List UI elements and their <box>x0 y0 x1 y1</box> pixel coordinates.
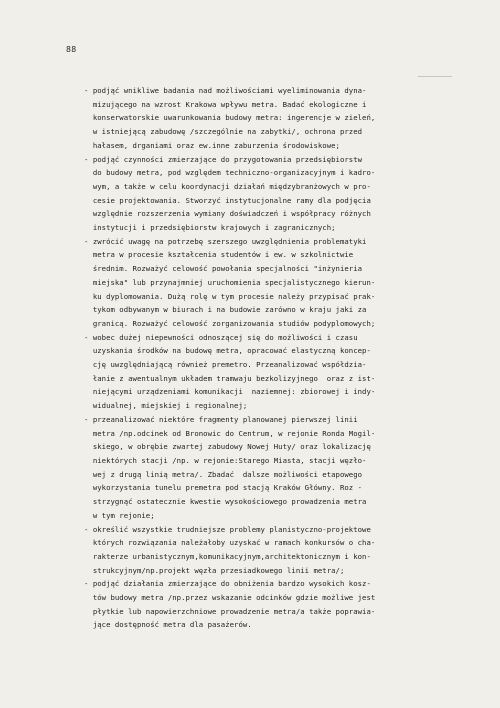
text-line: średnim. Rozważyć celowość powołania specjalności "inżynieria <box>84 264 363 274</box>
text-line: cję uwzględniającą również premetro. Przeanalizować współdzia- <box>84 360 367 370</box>
text-line: metra /np.odcinek od Bronowic do Centrum, w rejonie Ronda Mogil- <box>84 428 376 438</box>
text-line: do budowy metra, pod względem techniczno-organizacyjnym i kadro- <box>84 168 376 178</box>
text-line: wym, a także w celu koordynacji działań międzybranżowych w pro- <box>84 181 371 191</box>
text-line: hałasem, drganiami oraz ew.inne zaburzenia środowiskowe; <box>84 140 340 150</box>
text-line: - podjąć czynności zmierzające do przygotowania przedsiębiorstw <box>84 154 363 164</box>
text-line: rakterze urbanistycznym,komunikacyjnym,architektonicznym i kon- <box>84 551 371 561</box>
text-line: w istniejącą zabudowę /szczególnie na zabytki/, ochrona przed <box>84 127 363 137</box>
page-number: 88 <box>66 44 77 54</box>
text-line: wykorzystania tunelu premetra pod stacją Kraków Główny. Roz - <box>84 483 363 493</box>
list-item <box>84 577 474 632</box>
text-line: skiego, w obrębie zwartej zabudowy Nowej Huty/ oraz lokalizację <box>84 442 371 452</box>
text-line: tykom odbywanym w biurach i na budowie zarówno w kraju jaki za <box>84 305 367 315</box>
text-line: wej z drugą linią metra/. Zbadać dalsze możliwości etapowego <box>84 469 363 479</box>
text-line: instytucji i przedsiębiorstw krajowych i zagranicznych; <box>84 223 336 233</box>
text-line: mizującego na wzrost Krakowa wpływu metra. Badać ekologiczne i <box>84 99 367 109</box>
text-line: konserwatorskie uwarunkowania budowy metra: ingerencje w zieleń, <box>84 113 376 123</box>
list-item <box>84 523 474 578</box>
text-line: uzyskania środków na budowę metra, opracować elastyczną koncep- <box>84 346 371 356</box>
text-line: łanie z awentualnym układem tramwaju bezkolizyjnego oraz z ist- <box>84 373 376 383</box>
text-line: cesie projektowania. Stworzyć instytucjonalne ramy dla podjęcia <box>84 195 371 205</box>
text-line: metra w procesie kształcenia studentów i ew. w szkolnictwie <box>84 250 354 260</box>
text-line: - określić wszystkie trudniejsze problemy planistyczno-projektowe <box>84 524 371 534</box>
body-text <box>84 84 474 632</box>
text-line: płytkie lub napowierzchniowe prowadzenie metra/a także poprawia- <box>84 606 376 616</box>
list-item <box>84 413 474 523</box>
text-line: - zwrócić uwagę na potrzebę szerszego uwzględnienia problematyki <box>84 236 367 246</box>
text-line: miejska" lub przynajmniej uruchomienia specjalistycznego kierun- <box>84 277 376 287</box>
list-item <box>84 153 474 235</box>
text-line: strukcyjnym/np.projekt węzła przesiadkowego linii metra/; <box>84 565 345 575</box>
text-line: których rozwiązania należałoby uzyskać w ramach konkursów o cha- <box>84 538 376 548</box>
text-line: - podjąć działania zmierzające do obniżenia bardzo wysokich kosz- <box>84 579 371 589</box>
text-line: względnie rozszerzenia wymiany doświadczeń i współpracy różnych <box>84 209 371 219</box>
list-item <box>84 331 474 413</box>
list-item <box>84 235 474 331</box>
text-line: niejącymi urządzeniami komunikacji naziemnej: zbiorowej i indy- <box>84 387 376 397</box>
text-line: granicą. Rozważyć celowość zorganizowania studiów podyplomowych; <box>84 318 376 328</box>
text-line: niektórych stacji /np. w rejonie:Starego Miasta, stacji węzło- <box>84 455 367 465</box>
text-line: jące dostępność metra dla pasażerów. <box>84 620 252 630</box>
text-line: - podjąć wnikliwe badania nad możliwościami wyeliminowania dyna- <box>84 86 367 95</box>
text-line: strzygnąć ostatecznie kwestie wysokościowego prowadzenia metra <box>84 497 367 507</box>
text-line: ku dyplomowania. Dużą rolę w tym procesie należy przypisać prak- <box>84 291 376 301</box>
text-line: - wobec dużej niepewności odnoszącej się do możliwości i czasu <box>84 332 358 342</box>
text-line: widualnej, miejskiej i regionalnej; <box>84 401 248 411</box>
scan-artifact-line <box>418 76 452 77</box>
list-item <box>84 84 474 153</box>
text-line: - przeanalizować niektóre fragmenty planowanej pierwszej linii <box>84 414 358 424</box>
text-line: tów budowy metra /np.przez wskazanie odcinków gdzie możliwe jest <box>84 593 376 603</box>
text-line: w tym rejonie; <box>84 510 155 520</box>
